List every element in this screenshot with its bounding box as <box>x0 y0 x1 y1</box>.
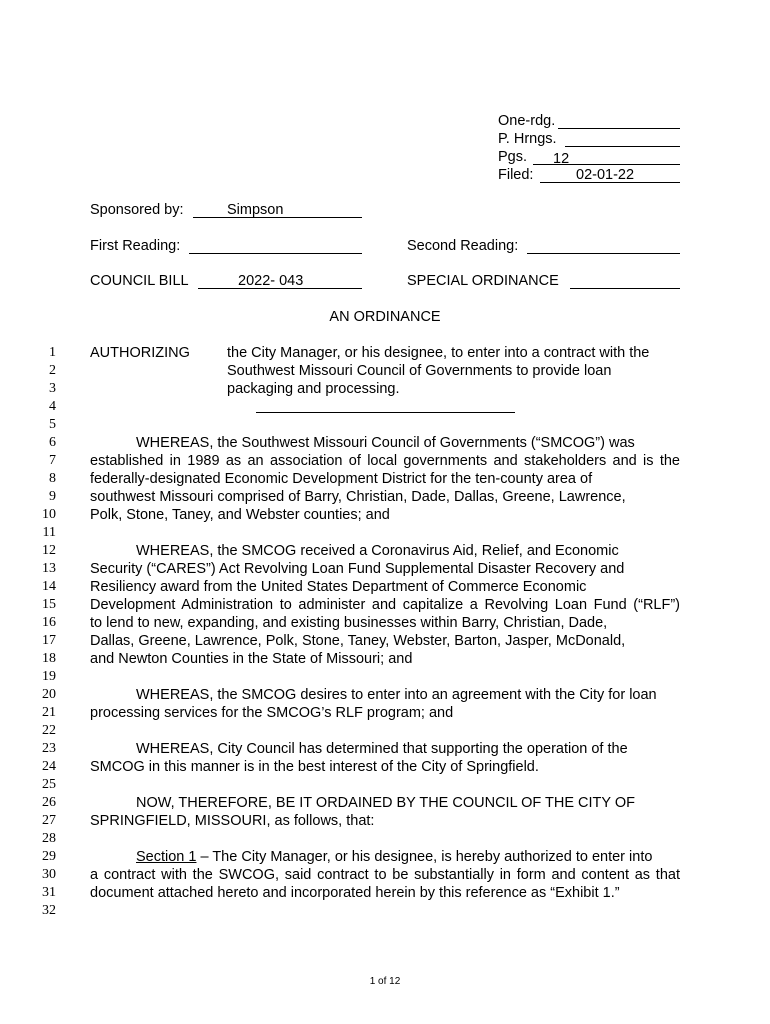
line-number: 13 <box>42 561 56 576</box>
paragraph-line: WHEREAS, City Council has determined that supporting the operation of the <box>136 741 628 757</box>
line-number: 4 <box>49 399 56 414</box>
line-number: 1 <box>49 345 56 360</box>
ordinance-title: AN ORDINANCE <box>329 309 441 325</box>
whereas-paragraph-1 <box>90 434 680 524</box>
paragraph-line: WHEREAS, the Southwest Missouri Council of Governments (“SMCOG”) was <box>136 435 635 451</box>
line-number: 26 <box>42 795 56 810</box>
line-number: 12 <box>42 543 56 558</box>
paragraph-line: WHEREAS, the SMCOG desires to enter into an agreement with the City for loan <box>136 687 657 703</box>
line-number: 29 <box>42 849 56 864</box>
sponsor-label: Sponsored by: <box>90 202 184 218</box>
authorizing-line: Southwest Missouri Council of Governments to provide loan <box>227 363 612 379</box>
paragraph-line: to lend to new, expanding, and existing businesses within Barry, Christian, Dade, <box>90 615 608 631</box>
filed-label: Filed: <box>498 167 534 183</box>
line-number: 19 <box>42 669 56 684</box>
line-number: 18 <box>42 651 56 666</box>
paragraph-line <box>90 848 680 866</box>
paragraph-line: Dallas, Greene, Lawrence, Polk, Stone, Taney, Webster, Barton, Jasper, McDonald, <box>90 633 626 649</box>
section-1-label: Section 1 <box>136 849 197 865</box>
first-reading-line <box>189 253 362 254</box>
authorizing-separator-line <box>256 412 515 413</box>
paragraph-line: southwest Missouri comprised of Barry, Christian, Dade, Dallas, Greene, Lawrence, <box>90 489 626 505</box>
line-number: 28 <box>42 831 56 846</box>
line-number: 7 <box>49 453 56 468</box>
authorizing-label: AUTHORIZING <box>90 345 190 361</box>
council-bill-value: 2022- 043 <box>238 273 304 289</box>
council-bill-label: COUNCIL BILL <box>90 273 189 289</box>
line-number: 3 <box>49 381 56 396</box>
line-number: 25 <box>42 777 56 792</box>
line-number: 24 <box>42 759 56 774</box>
whereas-paragraph-4 <box>90 740 680 776</box>
line-number: 23 <box>42 741 56 756</box>
line-number: 22 <box>42 723 56 738</box>
paragraph-line: Polk, Stone, Taney, and Webster counties; and <box>90 507 390 523</box>
line-number: 6 <box>49 435 56 450</box>
paragraph-line: Development Administration to administer and capitalize a Revolving Loan Fund (“RLF”) <box>90 597 680 613</box>
section-1-paragraph <box>90 848 680 902</box>
paragraph-line: Resiliency award from the United States Department of Commerce Economic <box>90 579 587 595</box>
line-number: 9 <box>49 489 56 504</box>
line-number: 5 <box>49 417 56 432</box>
paragraph-line: SMCOG in this manner is in the best interest of the City of Springfield. <box>90 759 539 775</box>
second-reading-line <box>527 253 680 254</box>
line-number: 21 <box>42 705 56 720</box>
one-rdg-label: One-rdg. <box>498 113 556 129</box>
paragraph-line: a contract with the SWCOG, said contract to be substantially in form and content as that <box>90 867 680 883</box>
special-ordinance-label: SPECIAL ORDINANCE <box>407 273 559 289</box>
line-number: 20 <box>42 687 56 702</box>
ordained-paragraph <box>90 794 680 830</box>
paragraph-line: SPRINGFIELD, MISSOURI, as follows, that: <box>90 813 375 829</box>
line-number: 31 <box>42 885 56 900</box>
line-number: 17 <box>42 633 56 648</box>
line-number: 8 <box>49 471 56 486</box>
paragraph-line: established in 1989 as an association of local governments and stakeholders and is the <box>90 453 680 469</box>
section-1-text: – The City Manager, or his designee, is hereby authorized to enter into <box>196 849 653 865</box>
filed-value: 02-01-22 <box>576 167 635 183</box>
special-ordinance-line <box>570 288 680 289</box>
first-reading-label: First Reading: <box>90 238 181 254</box>
p-hrngs-label: P. Hrngs. <box>498 131 557 147</box>
paragraph-line: and Newton Counties in the State of Missouri; and <box>90 651 413 667</box>
paragraph-line: Security (“CARES”) Act Revolving Loan Fund Supplemental Disaster Recovery and <box>90 561 625 577</box>
line-number: 10 <box>42 507 56 522</box>
authorizing-line: packaging and processing. <box>227 381 400 397</box>
line-number: 27 <box>42 813 56 828</box>
line-number: 16 <box>42 615 56 630</box>
paragraph-line: WHEREAS, the SMCOG received a Coronavirus Aid, Relief, and Economic <box>136 543 619 559</box>
line-number: 32 <box>42 903 56 918</box>
sponsor-value: Simpson <box>227 202 284 218</box>
paragraph-line: document attached hereto and incorporated herein by this reference as “Exhibit 1.” <box>90 885 620 901</box>
page-number: 1 of 12 <box>369 976 401 987</box>
line-number: 30 <box>42 867 56 882</box>
pgs-value: 12 <box>553 151 570 167</box>
line-number: 15 <box>42 597 56 612</box>
authorizing-line: the City Manager, or his designee, to enter into a contract with the <box>227 345 650 361</box>
whereas-paragraph-3 <box>90 686 680 722</box>
pgs-label: Pgs. <box>498 149 528 165</box>
line-number: 11 <box>42 525 56 540</box>
paragraph-line: processing services for the SMCOG’s RLF program; and <box>90 705 454 721</box>
paragraph-line: NOW, THEREFORE, BE IT ORDAINED BY THE COUNCIL OF THE CITY OF <box>136 795 635 811</box>
line-number: 2 <box>49 363 56 378</box>
p-hrngs-line <box>565 146 680 147</box>
paragraph-line: federally-designated Economic Development District for the ten-county area of <box>90 471 593 487</box>
whereas-paragraph-2 <box>90 542 680 668</box>
line-number: 14 <box>42 579 56 594</box>
second-reading-label: Second Reading: <box>407 238 519 254</box>
one-rdg-line <box>558 128 680 129</box>
